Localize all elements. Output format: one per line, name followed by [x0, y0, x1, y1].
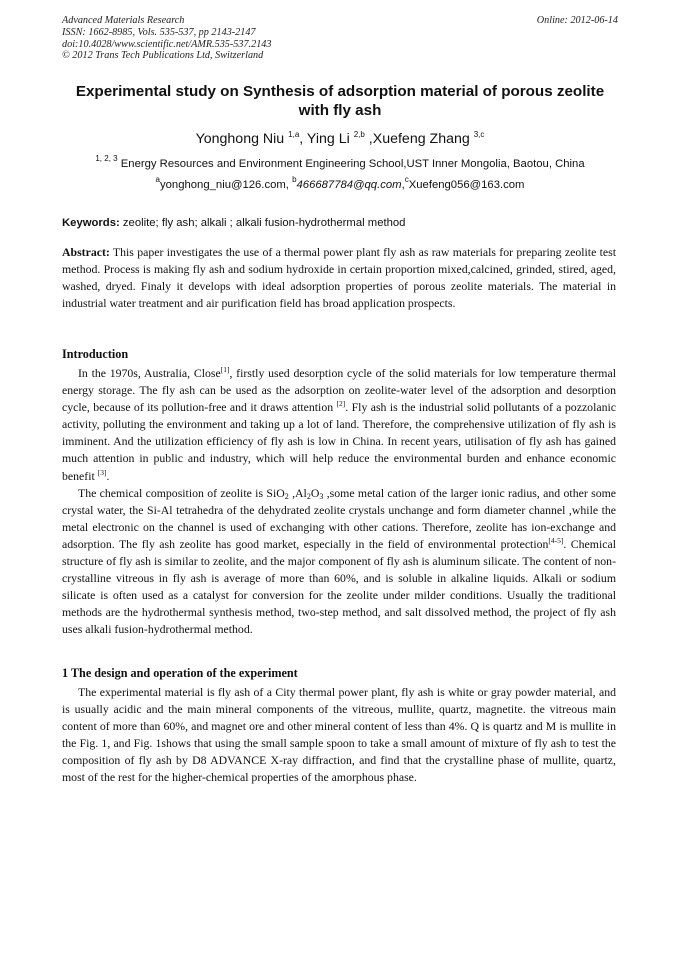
email-separator: ,: [401, 179, 405, 191]
experiment-section: [62, 665, 616, 787]
author-affil-mark: 3,c: [473, 130, 485, 139]
abstract: [62, 244, 616, 312]
author-affil-mark: 2,b: [353, 130, 365, 139]
journal-name: Advanced Materials Research: [62, 15, 185, 26]
journal-header: [62, 15, 618, 62]
chem-subscript: 3: [319, 491, 324, 501]
paper-title: Experimental study on Synthesis of adsorption material of porous zeolite with fly ash: [75, 83, 605, 119]
abstract-label: Abstract:: [62, 245, 110, 259]
email-c: Xuefeng056@163.com: [408, 179, 525, 191]
email-mark: b: [292, 175, 297, 184]
doi-line: doi:10.4028/www.scientific.net/AMR.535-537.2143: [62, 38, 272, 50]
author-emails: [62, 175, 618, 192]
affiliation-text: Energy Resources and Environment Engineering School,UST Inner Mongolia, Baotou, China: [120, 158, 585, 170]
citation: [2]: [336, 399, 346, 409]
section-heading: Introduction: [62, 347, 129, 361]
affiliation-mark: 1, 2, 3: [95, 154, 118, 163]
email-mark: c: [404, 175, 409, 184]
citation: [1]: [220, 365, 230, 374]
affiliation: [62, 154, 618, 171]
author-name: Yonghong Niu: [195, 131, 285, 147]
author-list: [62, 130, 618, 148]
author-separator: ,: [299, 131, 307, 147]
author-separator: ,: [364, 131, 373, 147]
email-b: 466687784@qq.com: [296, 179, 402, 191]
online-date: Online: 2012-06-14: [536, 15, 618, 26]
paragraph: [62, 485, 616, 639]
paragraph-text: . Chemical structure of fly ash is similar to zeolite, and the major component of fly ash is aluminum silicate. The content of non-crystalline vitreous in fly ash is average of more than 60%, and is soluble in alkaline liquids. Alkali or sodium silicate is often used as a catalyst for conversion for the zeolite under milder conditions. Usually the traditional methods are the hydrothermal synthesis method, two-step method, and salt dissolved method, the project of fly ash uses alkali fusion-hydrothermal method.: [62, 536, 616, 637]
section-heading: 1 The design and operation of the experiment: [62, 666, 298, 680]
introduction-section: [62, 346, 616, 639]
chem-subscript: 2: [284, 491, 289, 501]
paragraph-text: The chemical composition of zeolite is SiO: [78, 485, 285, 500]
abstract-text: This paper investigates the use of a thermal power plant fly ash as raw materials for preparing zeolite test method. Process is making fly ash and sodium hydroxide in certain proportion mixed,calcined, grinded, stired, aged, washed, dryed. Finaly it develops with ideal adsorption properties of porous zeolite materials. The material in industrial water treatment and air purification field has broad application prospects.: [62, 245, 616, 311]
copyright-line: © 2012 Trans Tech Publications Ltd, Switzerland: [62, 50, 264, 62]
paragraph: The experimental material is fly ash of a City thermal power plant, fly ash is white or gray powder material, and is usually acidic and the main mineral components of the vitreous, mullite, quartz, magnetite. the vitreous main content of more than 60%, and magnet ore and other mineral content of less than 4%. Q is quartz and M is mullite in the Fig. 1, and Fig. 1shows that using the small sample spoon to take a small amount of mixture of fly ash to test the composition of fly ash by D8 ADVANCE X-ray diffraction, and find that the crystalline phase of mullite, quartz, most of the rest for the higher-chemical properties of the amorphous phase.: [62, 685, 616, 785]
email-mark: a: [155, 175, 160, 184]
email-a: yonghong_niu@126.com,: [160, 179, 293, 191]
keywords-label: Keywords:: [62, 217, 120, 229]
paragraph: [62, 365, 616, 485]
issn-line: ISSN: 1662-8985, Vols. 535-537, pp 2143-2147: [62, 26, 256, 38]
chem-subscript: 2: [306, 491, 311, 501]
paragraph-text: .: [106, 468, 110, 483]
paragraph-text: , firstly used desorption cycle of the solid materials for low temperature thermal energy storage. The fly ash can be used as the adsorption on zeolite-water level of the adsorption and desorption cycle, because of its pollution-free and it draws attention: [62, 366, 616, 415]
paragraph-text: ,some metal cation of the larger ionic radius, and other some crystal water, the Si-Al tetrahedra of the dehydrated zeolite crystals unchange and form diameter channel ,while the metal electronic on the channel is used of exchanging with other cations. Therefore, zeolite has ion-exchange and adsorption. The fly ash zeolite has good market, especially in the field of environmental protection: [62, 485, 617, 551]
paragraph-text: O: [310, 485, 320, 500]
author-affil-mark: 1,a: [288, 130, 300, 139]
paragraph-text: In the 1970s, Australia, Close: [78, 366, 221, 380]
author-name: Ying Li: [306, 131, 350, 147]
paragraph-text: . Fly ash is the industrial solid pollutants of a pozzolanic activity, polluting the environment and taking up a lot of land. Therefore, the comprehensive utilization of fly ash is imminent. And the utilization efficiency of fly ash is low in China. In recent years, utilisation of fly ash has gained much attention in public and industry, which will help reduce the environmental burden and enhance economic benefit: [62, 400, 616, 483]
author-name: Xuefeng Zhang: [372, 131, 470, 147]
citation: [4-5]: [548, 535, 564, 545]
keywords: [62, 216, 618, 230]
paragraph-text: ,Al: [288, 485, 307, 500]
citation: [3]: [97, 467, 107, 477]
keywords-text: zeolite; fly ash; alkali ; alkali fusion-hydrothermal method: [119, 217, 406, 229]
